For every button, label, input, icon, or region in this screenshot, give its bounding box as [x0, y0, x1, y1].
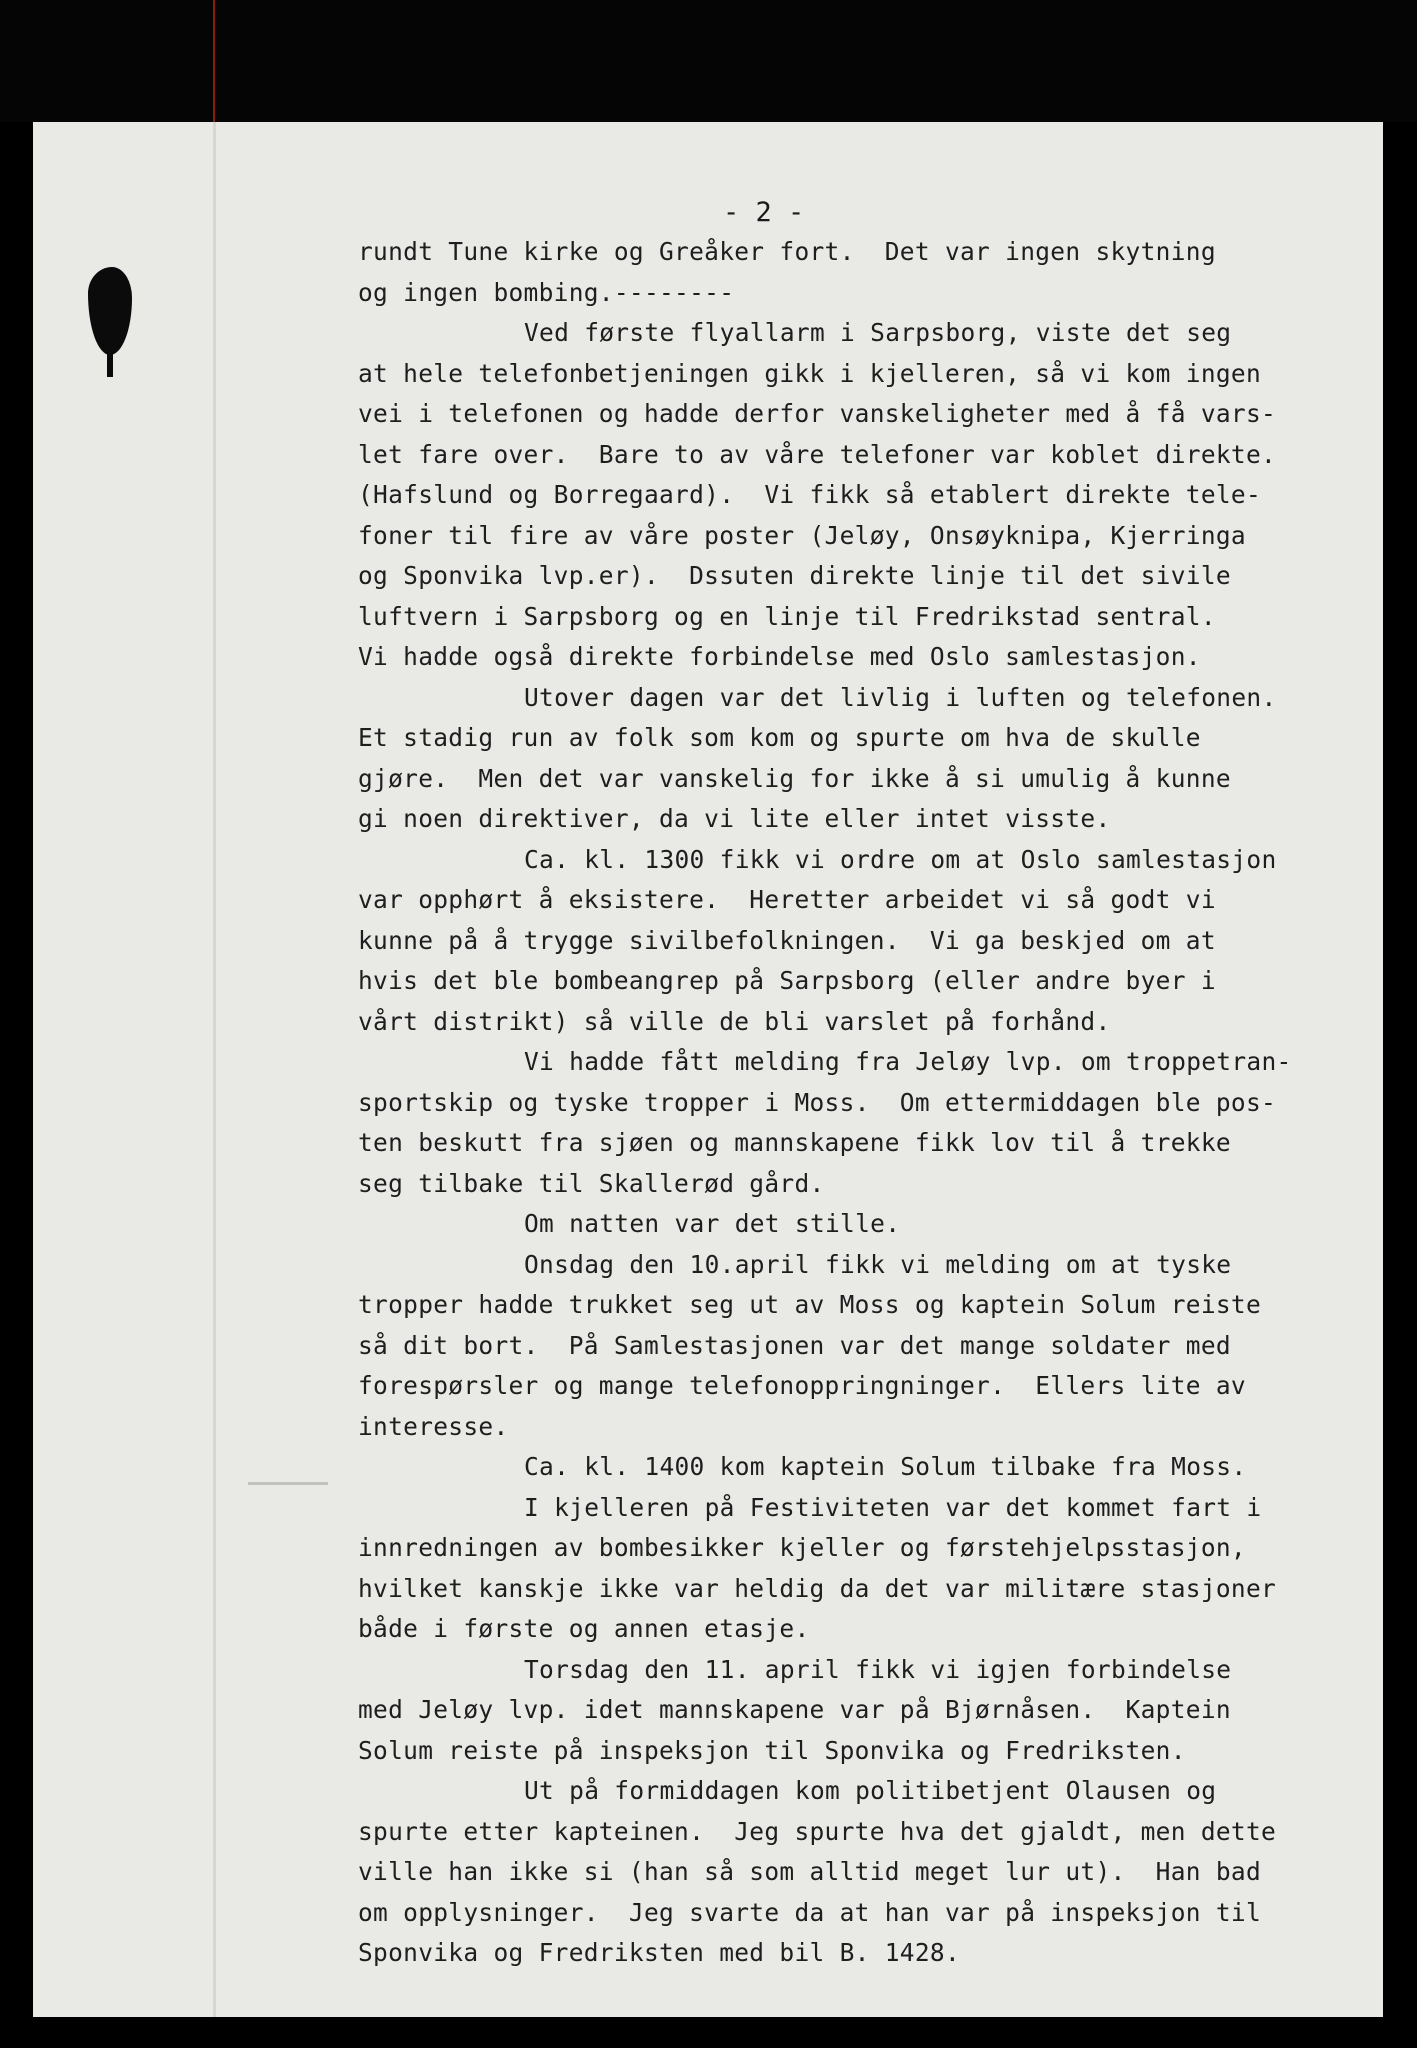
- text-line: let fare over. Bare to av våre telefoner var koblet direkte.: [358, 439, 1277, 469]
- text-line: tropper hadde trukket seg ut av Moss og kaptein Solum reiste: [358, 1290, 1262, 1319]
- text-line: gjøre. Men det var vanskelig for ikke å si umulig å kunne: [358, 763, 1231, 793]
- text-line: hvilket kanskje ikke var heldig da det var militære stasjoner: [358, 1573, 1277, 1603]
- paper-fold: [213, 122, 216, 2017]
- text-line: Vi hadde også direkte forbindelse med Oslo samlestasjon.: [358, 642, 1201, 671]
- punch-hole-tear: [107, 347, 113, 377]
- text-line: om opplysninger. Jeg svarte da at han var på inspeksjon til: [358, 1897, 1262, 1927]
- text-line: at hele telefonbetjeningen gikk i kjelleren, så vi kom ingen: [358, 358, 1262, 388]
- text-line: Ved første flyallarm i Sarpsborg, viste det seg: [524, 318, 1232, 347]
- text-line: seg tilbake til Skallerød gård.: [358, 1168, 825, 1198]
- text-line: så dit bort. På Samlestasjonen var det mange soldater med: [358, 1330, 1231, 1360]
- text-line: Utover dagen var det livlig i luften og telefonen.: [524, 682, 1277, 712]
- punch-hole: [88, 267, 132, 355]
- text-line: luftvern i Sarpsborg og en linje til Fredrikstad sentral.: [358, 601, 1216, 631]
- text-line: Et stadig run av folk som kom og spurte om hva de skulle: [358, 723, 1201, 752]
- text-line: var opphørt å eksistere. Heretter arbeidet vi så godt vi: [358, 885, 1216, 914]
- text-line: (Hafslund og Borregaard). Vi fikk så etablert direkte tele-: [358, 480, 1262, 509]
- text-line: rundt Tune kirke og Greåker fort. Det var ingen skytning: [358, 237, 1216, 266]
- text-line: ville han ikke si (han så som alltid meget lur ut). Han bad: [358, 1857, 1262, 1886]
- text-line: Om natten var det stille.: [524, 1209, 901, 1238]
- text-line: sportskip og tyske tropper i Moss. Om ettermiddagen ble pos-: [358, 1087, 1277, 1117]
- text-line: vei i telefonen og hadde derfor vanskeligheter med å få vars-: [358, 399, 1277, 428]
- document-page: [33, 122, 1383, 2017]
- text-line: vårt distrikt) så ville de bli varslet på forhånd.: [358, 1006, 1111, 1036]
- text-line: både i første og annen etasje.: [358, 1614, 810, 1643]
- text-line: Sponvika og Fredriksten med bil B. 1428.: [358, 1938, 961, 1967]
- text-line: foner til fire av våre poster (Jeløy, Onsøyknipa, Kjerringa: [358, 520, 1246, 550]
- text-line: kunne på å trygge sivilbefolkningen. Vi ga beskjed om at: [358, 925, 1216, 955]
- margin-rule: [213, 0, 215, 122]
- text-line: hvis det ble bombeangrep på Sarpsborg (eller andre byer i: [358, 966, 1216, 995]
- typewritten-body: [358, 232, 1368, 1974]
- text-line: Torsdag den 11. april fikk vi igjen forbindelse: [524, 1654, 1232, 1684]
- text-line: med Jeløy lvp. idet mannskapene var på Bjørnåsen. Kaptein: [358, 1695, 1231, 1724]
- text-line: Ca. kl. 1400 kom kaptein Solum tilbake fra Moss.: [524, 1452, 1247, 1481]
- text-line: innredningen av bombesikker kjeller og førstehjelpsstasjon,: [358, 1533, 1246, 1562]
- text-line: I kjelleren på Festiviteten var det kommet fart i: [524, 1492, 1262, 1522]
- page-number: - 2 -: [723, 197, 805, 228]
- margin-mark: [248, 1482, 328, 1485]
- text-line: interesse.: [358, 1411, 509, 1441]
- text-line: Ut på formiddagen kom politibetjent Olausen og: [524, 1776, 1217, 1805]
- text-line: Solum reiste på inspeksjon til Sponvika og Fredriksten.: [358, 1735, 1186, 1765]
- text-line: ten beskutt fra sjøen og mannskapene fikk lov til å trekke: [358, 1128, 1231, 1157]
- text-line: Vi hadde fått melding fra Jeløy lvp. om troppetran-: [524, 1047, 1292, 1076]
- text-line: Ca. kl. 1300 fikk vi ordre om at Oslo samlestasjon: [524, 844, 1277, 874]
- text-line: spurte etter kapteinen. Jeg spurte hva det gjaldt, men dette: [358, 1816, 1277, 1846]
- text-line: Onsdag den 10.april fikk vi melding om at tyske: [524, 1249, 1232, 1279]
- text-line: gi noen direktiver, da vi lite eller intet visste.: [358, 804, 1111, 833]
- text-line: forespørsler og mange telefonoppringninger. Ellers lite av: [358, 1371, 1246, 1400]
- text-line: og Sponvika lvp.er). Dssuten direkte linje til det sivile: [358, 561, 1231, 590]
- text-line: og ingen bombing.--------: [358, 277, 735, 307]
